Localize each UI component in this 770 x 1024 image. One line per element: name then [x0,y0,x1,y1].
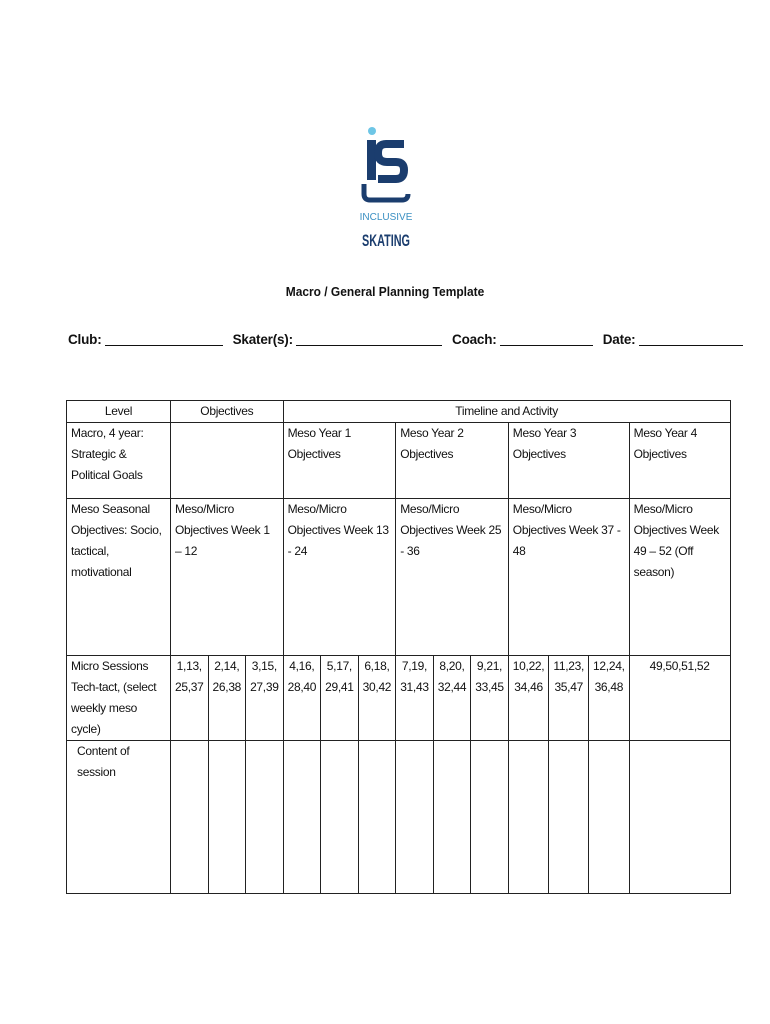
micro-week-cell-offseason: 49,50,51,52 [629,656,730,741]
micro-week-cell: 3,15, 27,39 [246,656,284,741]
meso-block-2: Meso/Micro Objectives Week 13 - 24 [283,499,396,656]
meso-block-4: Meso/Micro Objectives Week 37 - 48 [508,499,629,656]
micro-week-cell: 8,20, 32,44 [433,656,471,741]
content-cell[interactable] [283,741,321,894]
micro-week-cell: 12,24, 36,48 [589,656,630,741]
content-cell[interactable] [433,741,471,894]
logo-letter-s [378,144,404,179]
micro-week-cell: 11,23, 35,47 [549,656,589,741]
content-cell[interactable] [246,741,284,894]
content-cell[interactable] [508,741,549,894]
micro-week-cell: 7,19, 31,43 [396,656,434,741]
micro-week-cell: 5,17, 29,41 [321,656,359,741]
logo-tm: TM [398,142,404,147]
micro-week-cell: 6,18, 30,42 [358,656,396,741]
date-label: Date: [602,332,636,347]
micro-label: Micro Sessions Tech-tact, (select weekly meso cycle) [67,656,171,741]
page-title: Macro / General Planning Template [285,284,485,299]
micro-week-cell: 4,16, 28,40 [283,656,321,741]
content-label [67,741,171,894]
content-cell[interactable] [208,741,246,894]
micro-week-cell: 9,21, 33,45 [471,656,509,741]
meso-label: Meso Seasonal Objectives: Socio, tactical, motivational [67,499,171,656]
content-cell[interactable] [629,741,730,894]
header-row [67,401,731,423]
header-objectives: Objectives [171,401,284,423]
content-cell[interactable] [549,741,589,894]
meso-year-4: Meso Year 4 Objectives [629,423,730,499]
header-timeline: Timeline and Activity [283,401,730,423]
content-cell[interactable] [171,741,209,894]
content-cell[interactable] [471,741,509,894]
logo-dot [368,127,376,135]
meso-block-5: Meso/Micro Objectives Week 49 – 52 (Off season) [629,499,730,656]
content-cell[interactable] [321,741,359,894]
content-cell[interactable] [358,741,396,894]
macro-row [67,423,731,499]
logo-inclusive: INCLUSIVE [359,212,413,223]
macro-label: Macro, 4 year: Strategic & Political Goals [67,423,171,499]
micro-week-cell: 2,14, 26,38 [208,656,246,741]
coach-field[interactable] [500,332,593,346]
date-field[interactable] [639,332,743,346]
meso-year-2: Meso Year 2 Objectives [396,423,509,499]
meso-block-1: Meso/Micro Objectives Week 1 – 12 [171,499,284,656]
micro-week-cell: 1,13, 25,37 [171,656,209,741]
inclusive-skating-logo [358,124,414,254]
macro-objectives-cell[interactable] [171,423,284,499]
skater-label: Skater(s): [232,332,293,347]
content-label-text: Content of session [77,744,130,779]
header-level: Level [67,401,171,423]
info-fields [68,332,749,347]
coach-label: Coach: [452,332,497,347]
meso-year-1: Meso Year 1 Objectives [283,423,396,499]
skate-blade-icon [364,184,408,200]
meso-block-3: Meso/Micro Objectives Week 25 - 36 [396,499,509,656]
micro-row [67,656,731,741]
logo-skating: SKATING [362,231,410,250]
meso-year-3: Meso Year 3 Objectives [508,423,629,499]
club-field[interactable] [105,332,223,346]
micro-week-cell: 10,22, 34,46 [508,656,549,741]
content-row [67,741,731,894]
content-cell[interactable] [589,741,630,894]
planning-table [66,400,731,894]
meso-row [67,499,731,656]
club-label: Club: [68,332,102,347]
skater-field[interactable] [296,332,442,346]
content-cell[interactable] [396,741,434,894]
logo-letter-i [367,140,376,180]
